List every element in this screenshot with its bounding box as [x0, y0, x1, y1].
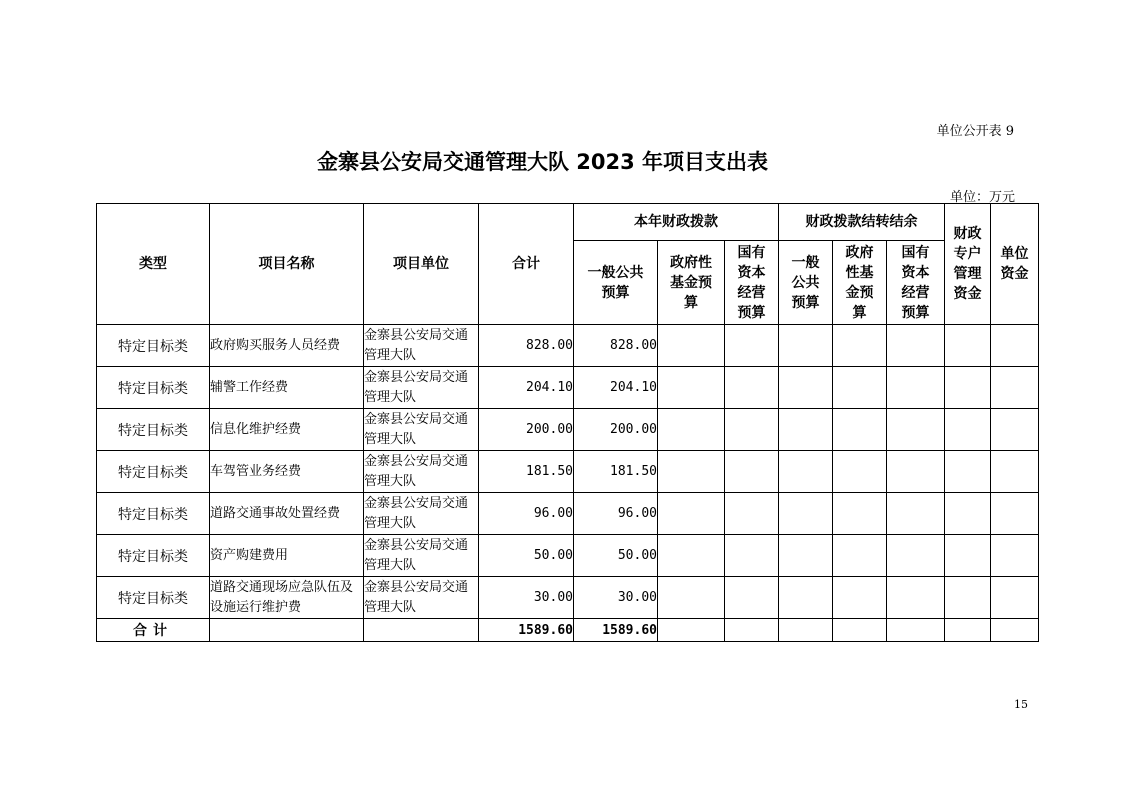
table-row — [97, 577, 1039, 619]
total-label: 合计 — [97, 619, 210, 642]
header-gov-fund-budget-carryover-text: 政府性基金预算 — [845, 244, 874, 321]
header-gov-fund-budget-carryover — [833, 241, 887, 325]
header-current-appropriation: 本年财政拨款 — [574, 204, 779, 241]
header-project-name: 项目名称 — [210, 204, 364, 325]
row-project-unit: 金寨县公安局交通管理大队 — [364, 451, 479, 493]
header-type: 类型 — [97, 204, 210, 325]
header-project-unit: 项目单位 — [364, 204, 479, 325]
page-title: 金寨县公安局交通管理大队 2023 年项目支出表 — [316, 150, 769, 174]
expenditure-table — [96, 203, 1039, 642]
row-type: 特定目标类 — [97, 451, 210, 493]
row-type: 特定目标类 — [97, 493, 210, 535]
row-project-name: 信息化维护经费 — [210, 409, 364, 451]
header-special-account-fund — [945, 204, 991, 325]
row-project-name: 资产购建费用 — [210, 535, 364, 577]
row-project-unit: 金寨县公安局交通管理大队 — [364, 325, 479, 367]
total-amount: 1589.60 — [479, 619, 574, 642]
row-general-budget: 204.10 — [574, 367, 658, 409]
header-general-budget-carryover — [779, 241, 833, 325]
header-total: 合计 — [479, 204, 574, 325]
document-id: 单位公开表 9 — [936, 124, 1014, 139]
row-project-name: 道路交通现场应急队伍及设施运行维护费 — [210, 577, 364, 619]
header-gov-fund-budget — [658, 241, 725, 325]
row-type: 特定目标类 — [97, 325, 210, 367]
row-general-budget: 181.50 — [574, 451, 658, 493]
row-project-unit: 金寨县公安局交通管理大队 — [364, 535, 479, 577]
row-total: 96.00 — [479, 493, 574, 535]
header-state-capital-budget — [725, 241, 779, 325]
header-general-budget — [574, 241, 658, 325]
row-general-budget: 200.00 — [574, 409, 658, 451]
header-carryover: 财政拨款结转结余 — [779, 204, 945, 241]
total-row — [97, 619, 1039, 642]
table-row — [97, 535, 1039, 577]
table-row — [97, 325, 1039, 367]
header-gov-fund-budget-text: 政府性基金预算 — [669, 254, 712, 311]
header-state-capital-budget-carryover-text: 国有资本经营预算 — [901, 244, 930, 321]
row-general-budget: 50.00 — [574, 535, 658, 577]
header-special-account-fund-text: 财政专户管理资金 — [953, 226, 982, 302]
row-total: 50.00 — [479, 535, 574, 577]
row-total: 30.00 — [479, 577, 574, 619]
table-row — [97, 493, 1039, 535]
row-project-name: 政府购买服务人员经费 — [210, 325, 364, 367]
row-type: 特定目标类 — [97, 535, 210, 577]
row-type: 特定目标类 — [97, 409, 210, 451]
header-general-budget-carryover-text: 一般公共预算 — [791, 254, 820, 311]
table-row — [97, 409, 1039, 451]
row-total: 181.50 — [479, 451, 574, 493]
header-state-capital-budget-text: 国有资本经营预算 — [737, 244, 766, 321]
total-general-budget: 1589.60 — [574, 619, 658, 642]
header-general-budget-text: 一般公共预算 — [587, 264, 644, 301]
row-project-name: 辅警工作经费 — [210, 367, 364, 409]
table-row — [97, 451, 1039, 493]
row-project-name: 道路交通事故处置经费 — [210, 493, 364, 535]
page-number: 15 — [1014, 698, 1028, 711]
row-total: 200.00 — [479, 409, 574, 451]
row-project-name: 车驾管业务经费 — [210, 451, 364, 493]
header-unit-fund-text: 单位资金 — [1000, 246, 1029, 282]
header-state-capital-budget-carryover — [887, 241, 945, 325]
row-total: 204.10 — [479, 367, 574, 409]
row-general-budget: 96.00 — [574, 493, 658, 535]
table-row — [97, 367, 1039, 409]
row-project-unit: 金寨县公安局交通管理大队 — [364, 577, 479, 619]
row-total: 828.00 — [479, 325, 574, 367]
unit-label: 单位：万元 — [949, 190, 1015, 205]
row-type: 特定目标类 — [97, 367, 210, 409]
row-project-unit: 金寨县公安局交通管理大队 — [364, 367, 479, 409]
row-general-budget: 30.00 — [574, 577, 658, 619]
row-general-budget: 828.00 — [574, 325, 658, 367]
row-project-unit: 金寨县公安局交通管理大队 — [364, 493, 479, 535]
header-unit-fund — [991, 204, 1039, 325]
row-project-unit: 金寨县公安局交通管理大队 — [364, 409, 479, 451]
row-type: 特定目标类 — [97, 577, 210, 619]
